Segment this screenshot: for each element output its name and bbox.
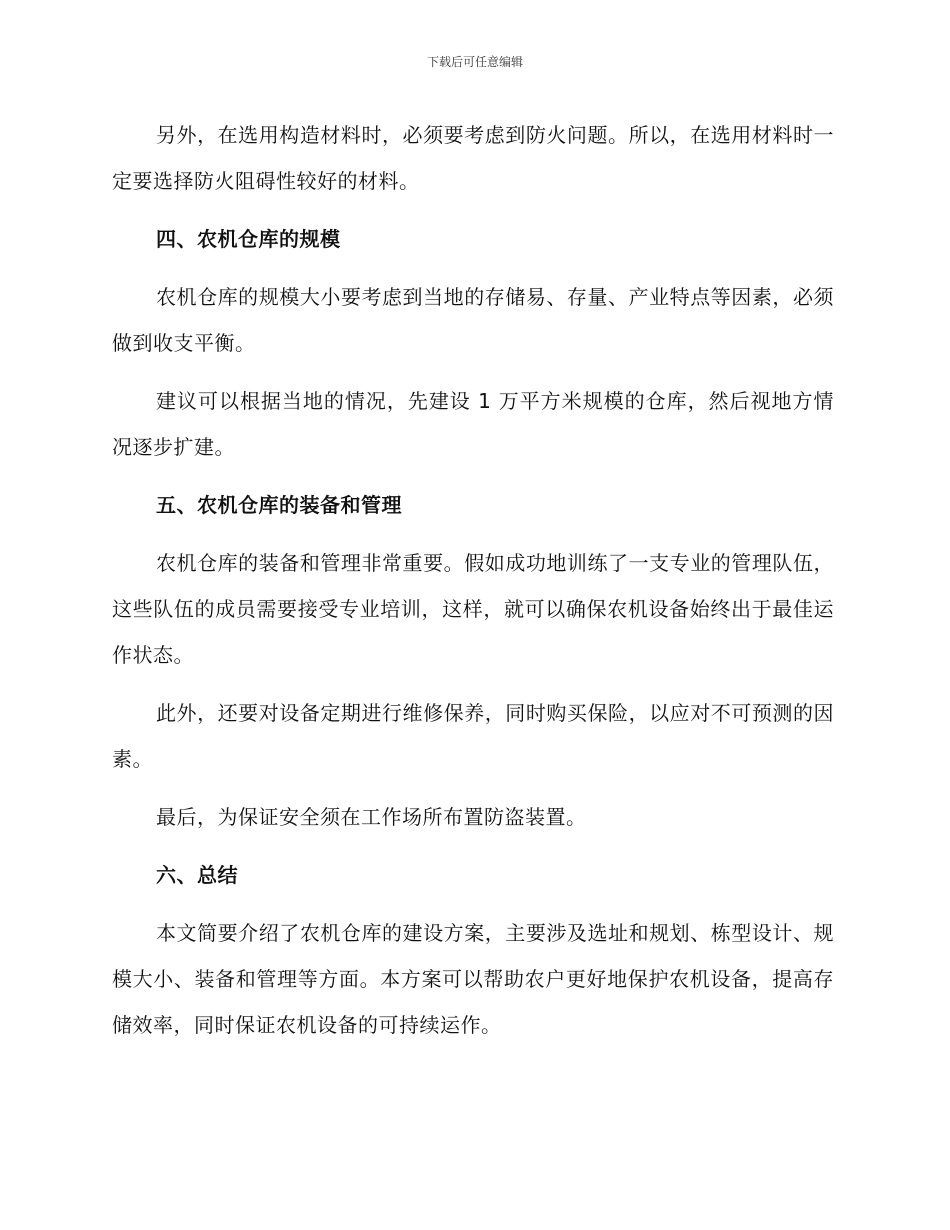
paragraph-maintenance: 此外，还要对设备定期进行维修保养，同时购买保险，以应对不可预测的因素。: [112, 701, 834, 771]
paragraph-fire-materials: 另外，在选用构造材料时，必须要考虑到防火问题。所以，在选用材料时一定要选择防火阻碍性较好的材料。: [112, 123, 834, 193]
paragraph-management-team: 农机仓库的装备和管理非常重要。假如成功地训练了一支专业的管理队伍，这些队伍的成员需要接受专业培训，这样，就可以确保农机设备始终出于最佳运作状态。: [112, 551, 834, 667]
paragraph-security: 最后，为保证安全须在工作场所布置防盗装置。: [156, 805, 587, 829]
heading-section-4: 四、农机仓库的规模: [156, 227, 341, 251]
document-body: [112, 112, 834, 1060]
heading-section-5: 五、农机仓库的装备和管理: [156, 493, 402, 517]
paragraph-scale-suggestion: 建议可以根据当地的情况，先建设 1 万平方米规模的仓库，然后视地方情况逐步扩建。: [112, 389, 834, 459]
paragraph-scale-factors: 农机仓库的规模大小要考虑到当地的存储易、存量、产业特点等因素，必须做到收支平衡。: [112, 285, 834, 355]
heading-section-6: 六、总结: [156, 863, 238, 887]
paragraph-summary: 本文简要介绍了农机仓库的建设方案，主要涉及选址和规划、栋型设计、规模大小、装备和管理等方面。本方案可以帮助农户更好地保护农机设备，提高存储效率，同时保证农机设备的可持续运作。: [112, 921, 834, 1037]
page-header: 下载后可任意编辑: [426, 55, 523, 69]
